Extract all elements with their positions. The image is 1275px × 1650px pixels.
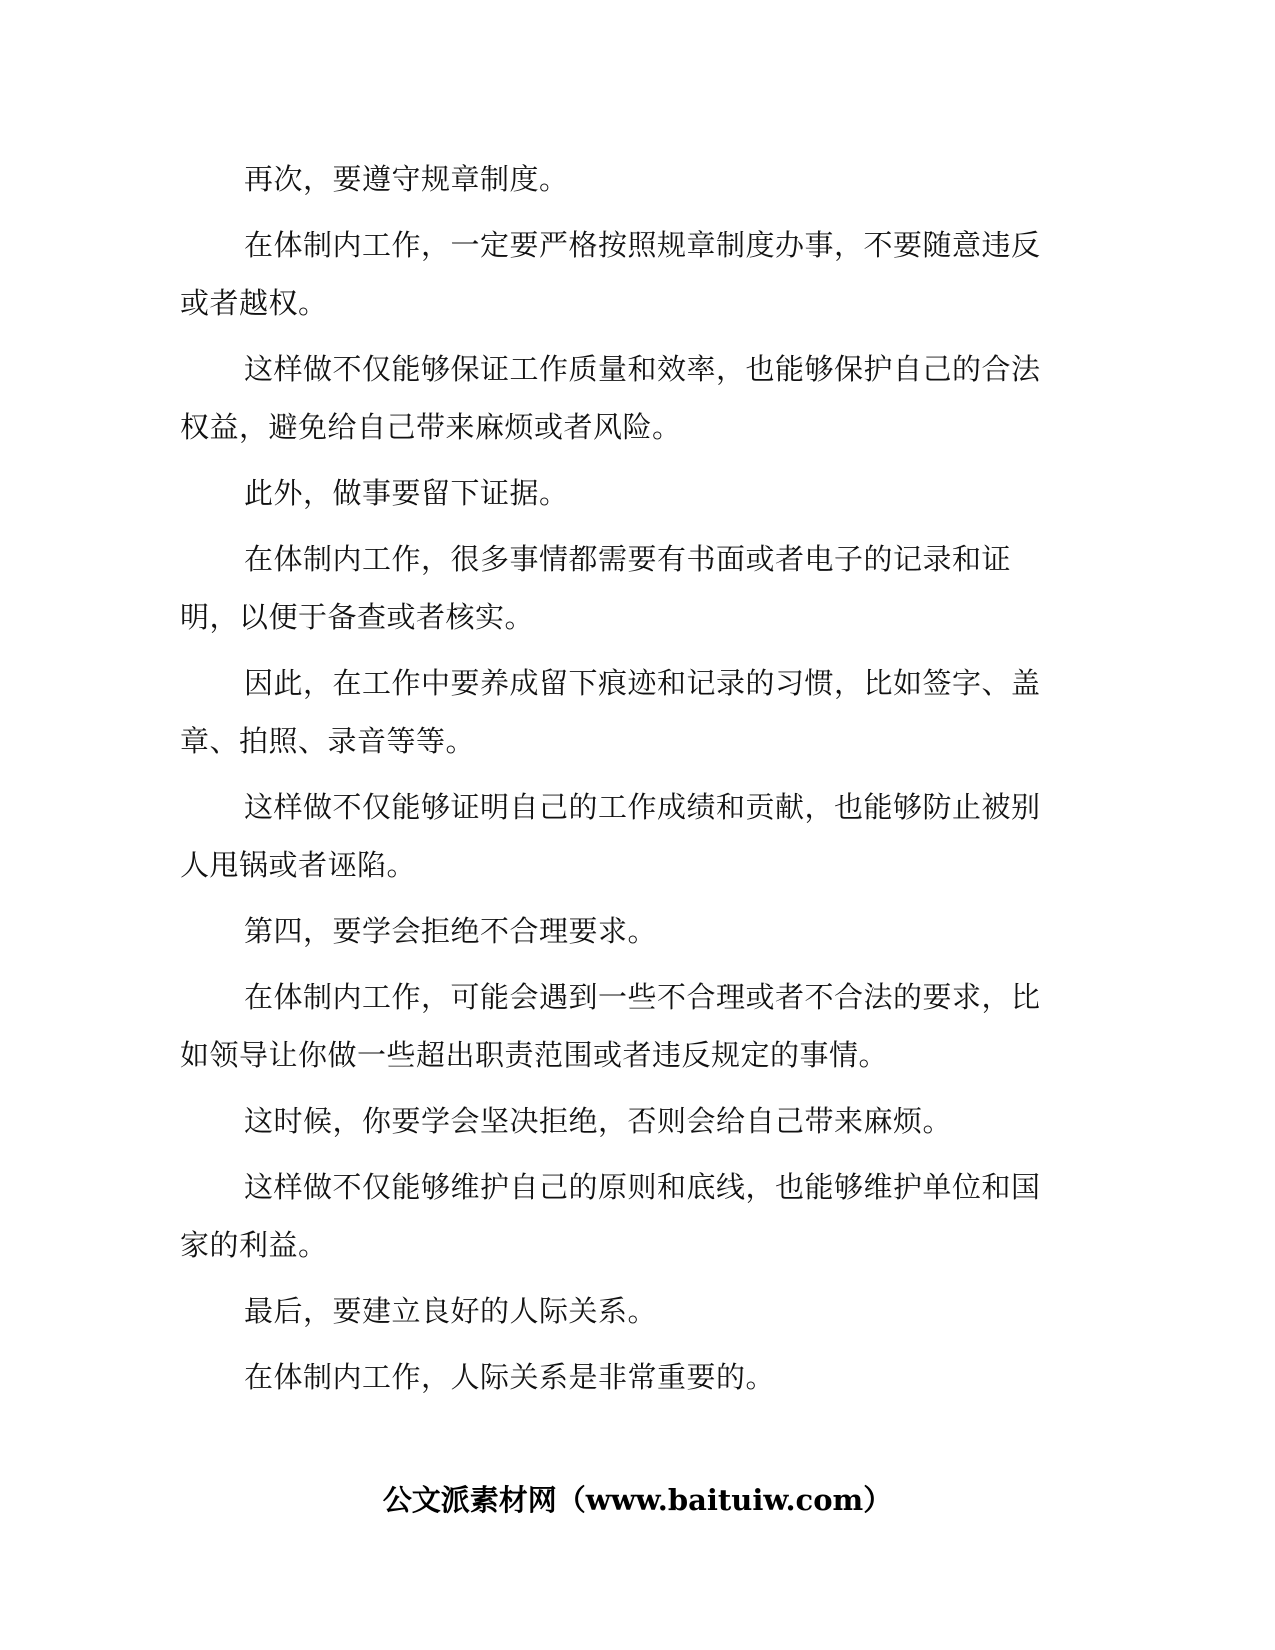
document-body — [180, 150, 1060, 1414]
paragraph: 因此，在工作中要养成留下痕迹和记录的习惯，比如签字、盖章、拍照、录音等等。 — [180, 666, 1041, 758]
paragraph: 在体制内工作，很多事情都需要有书面或者电子的记录和证明，以便于备查或者核实。 — [180, 542, 1012, 634]
paragraph: 这样做不仅能够证明自己的工作成绩和贡献，也能够防止被别人甩锅或者诬陷。 — [180, 790, 1041, 882]
paragraph: 再次，要遵守规章制度。 — [244, 162, 569, 196]
paragraph: 第四，要学会拒绝不合理要求。 — [244, 914, 658, 948]
paragraph: 在体制内工作，人际关系是非常重要的。 — [244, 1360, 776, 1394]
paragraph: 在体制内工作，可能会遇到一些不合理或者不合法的要求，比如领导让你做一些超出职责范围或者违反规定的事情。 — [180, 980, 1041, 1072]
paragraph: 这样做不仅能够保证工作质量和效率，也能够保护自己的合法权益，避免给自己带来麻烦或者风险。 — [180, 352, 1041, 444]
page-footer: 公文派素材网（www.baituiw.com） — [382, 1483, 893, 1517]
paragraph: 最后，要建立良好的人际关系。 — [244, 1294, 658, 1328]
paragraph: 这时候，你要学会坚决拒绝，否则会给自己带来麻烦。 — [244, 1104, 953, 1138]
paragraph: 此外，做事要留下证据。 — [244, 476, 569, 510]
paragraph: 这样做不仅能够维护自己的原则和底线，也能够维护单位和国家的利益。 — [180, 1170, 1041, 1262]
paragraph: 在体制内工作，一定要严格按照规章制度办事，不要随意违反或者越权。 — [180, 228, 1041, 320]
